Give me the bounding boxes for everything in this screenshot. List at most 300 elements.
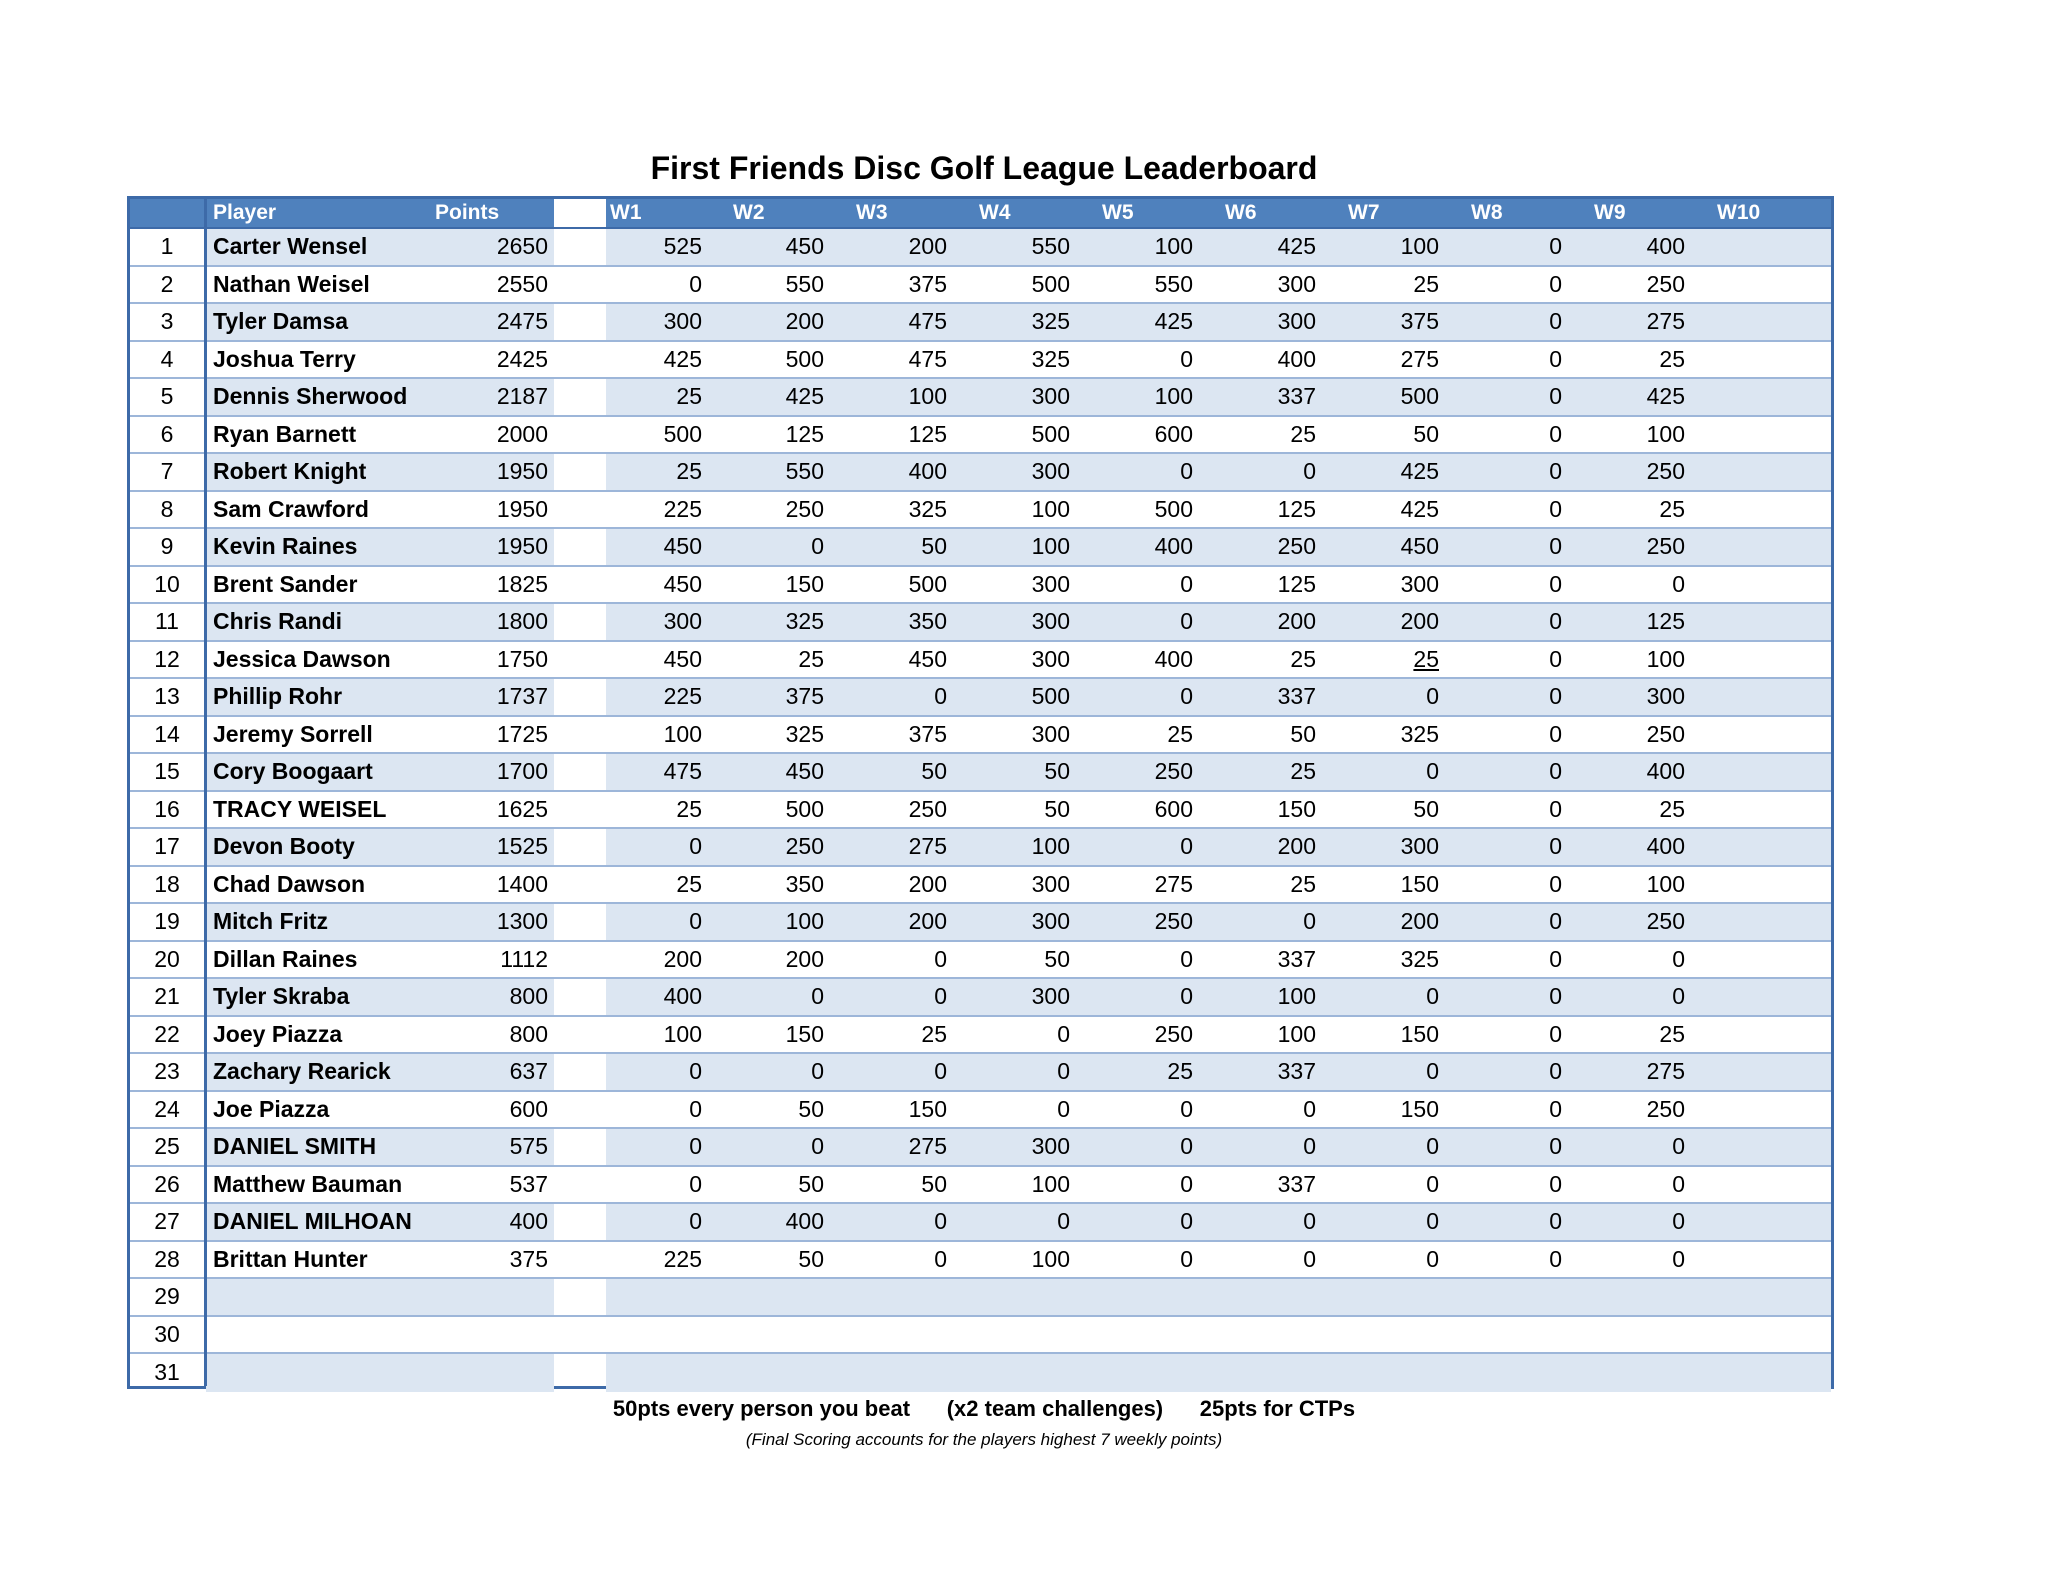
week-1-cell: 225 [663, 1245, 702, 1272]
points-cell: 800 [509, 1020, 548, 1047]
week-7-cell: 0 [1426, 1170, 1439, 1197]
week-2-cell: 500 [785, 345, 824, 372]
week-6-cell: 0 [1303, 1245, 1316, 1272]
table-row [130, 229, 1831, 267]
week-3-cell: 50 [921, 533, 947, 560]
rank-cell: 19 [154, 908, 180, 935]
week-4-cell: 300 [1031, 983, 1070, 1010]
week-3-cell: 0 [934, 1245, 947, 1272]
points-cell: 375 [509, 1245, 548, 1272]
week-3-cell: 0 [934, 945, 947, 972]
rank-cell: 8 [160, 495, 174, 522]
week-5-cell: 550 [1154, 270, 1193, 297]
table-row [130, 492, 1831, 530]
week-4-cell: 50 [1044, 758, 1070, 785]
week-2-cell: 200 [785, 945, 824, 972]
week-8-cell: 0 [1549, 420, 1562, 447]
table-row [130, 454, 1831, 492]
week-8-cell: 0 [1549, 495, 1562, 522]
week-1-cell: 0 [689, 1208, 702, 1235]
week-3-cell: 200 [908, 870, 947, 897]
week-6-cell: 0 [1303, 1208, 1316, 1235]
week-8-cell: 0 [1549, 308, 1562, 335]
week-2-cell: 0 [811, 533, 824, 560]
week-1-cell: 425 [663, 345, 702, 372]
week-4-cell: 100 [1031, 1170, 1070, 1197]
week-9-cell: 25 [1659, 795, 1685, 822]
player-name-cell: DANIEL SMITH [213, 1133, 377, 1160]
week-4-cell: 325 [1031, 345, 1070, 372]
table-row [130, 867, 1831, 905]
week-3-cell: 50 [921, 758, 947, 785]
week-5-cell: 0 [1180, 1095, 1193, 1122]
table-row [130, 904, 1831, 942]
week-7-cell: 0 [1426, 1058, 1439, 1085]
week-3-cell: 100 [908, 383, 947, 410]
scoring-rules: 50pts every person you beat (x2 team challenges) 25pts for CTPs [612, 1396, 1356, 1421]
week-3-cell: 275 [908, 833, 947, 860]
rank-cell: 31 [154, 1359, 180, 1386]
week-8-cell: 0 [1549, 1245, 1562, 1272]
week-5-cell: 25 [1167, 1058, 1193, 1085]
week-9-cell: 425 [1646, 383, 1685, 410]
week-4-cell: 300 [1031, 870, 1070, 897]
week-3-cell: 375 [908, 720, 947, 747]
points-cell: 1950 [496, 533, 548, 560]
header-week-8: W8 [1471, 201, 1503, 224]
points-cell: 2650 [496, 233, 548, 260]
player-name-cell: Matthew Bauman [213, 1170, 403, 1197]
header-week-7: W7 [1348, 201, 1380, 224]
player-name-cell: Chad Dawson [213, 870, 366, 897]
week-9-cell: 0 [1672, 1208, 1685, 1235]
week-7-cell: 275 [1400, 345, 1439, 372]
week-6-cell: 337 [1277, 945, 1316, 972]
week-2-cell: 50 [798, 1170, 824, 1197]
week-6-cell: 200 [1277, 833, 1316, 860]
row-fill-weeks [606, 1279, 1831, 1315]
week-8-cell: 0 [1549, 1020, 1562, 1047]
points-cell [430, 1279, 548, 1315]
week-9-cell: 300 [1646, 683, 1685, 710]
week-4-cell: 0 [1057, 1058, 1070, 1085]
player-name-cell: Kevin Raines [213, 533, 358, 560]
week-1-cell: 400 [663, 983, 702, 1010]
week-3-cell: 450 [908, 645, 947, 672]
player-name-cell: Robert Knight [213, 458, 367, 485]
week-6-cell: 50 [1290, 720, 1316, 747]
player-name-cell: Brittan Hunter [213, 1245, 368, 1272]
week-7-cell: 200 [1400, 908, 1439, 935]
rank-cell: 21 [154, 983, 180, 1010]
header-week-3: W3 [856, 201, 888, 224]
week-7-cell: 0 [1426, 758, 1439, 785]
week-7-cell: 100 [1400, 233, 1439, 260]
rank-cell: 14 [154, 720, 180, 747]
week-6-cell: 0 [1303, 1095, 1316, 1122]
week-7-cell: 25 [1413, 270, 1439, 297]
week-6-cell: 337 [1277, 1058, 1316, 1085]
points-cell: 575 [509, 1133, 548, 1160]
week-7-cell: 50 [1413, 795, 1439, 822]
table-row [130, 717, 1831, 755]
points-cell: 400 [509, 1208, 548, 1235]
week-3-cell: 325 [908, 495, 947, 522]
week-1-cell: 225 [663, 495, 702, 522]
table-row [130, 379, 1831, 417]
week-7-cell: 325 [1400, 720, 1439, 747]
week-4-cell: 300 [1031, 1133, 1070, 1160]
points-cell: 1800 [496, 608, 548, 635]
table-row [130, 267, 1831, 305]
player-name-cell: Mitch Fritz [213, 908, 328, 935]
week-7-cell: 150 [1400, 870, 1439, 897]
week-9-cell: 400 [1646, 758, 1685, 785]
week-5-cell: 100 [1154, 233, 1193, 260]
week-1-cell: 0 [689, 1170, 702, 1197]
rank-cell: 6 [160, 420, 174, 447]
rank-cell: 7 [160, 458, 174, 485]
week-3-cell: 250 [908, 795, 947, 822]
week-1-cell: 475 [663, 758, 702, 785]
player-name-cell: Chris Randi [213, 608, 343, 635]
week-3-cell: 400 [908, 458, 947, 485]
week-9-cell: 0 [1672, 570, 1685, 597]
row-fill-weeks [606, 1354, 1831, 1392]
week-7-cell: 200 [1400, 608, 1439, 635]
points-cell: 2425 [496, 345, 548, 372]
week-9-cell: 25 [1659, 1020, 1685, 1047]
week-9-cell: 250 [1646, 533, 1685, 560]
week-4-cell: 0 [1057, 1208, 1070, 1235]
table-row [130, 754, 1831, 792]
points-cell: 1750 [496, 645, 548, 672]
table-row [130, 1279, 1831, 1317]
week-9-cell: 0 [1672, 1245, 1685, 1272]
table-row [130, 529, 1831, 567]
scoring-note: (Final Scoring accounts for the players highest 7 weekly points) [745, 1430, 1223, 1449]
week-2-cell: 325 [785, 608, 824, 635]
rank-cell: 17 [154, 833, 180, 860]
week-5-cell: 425 [1154, 308, 1193, 335]
week-4-cell: 300 [1031, 570, 1070, 597]
week-5-cell: 0 [1180, 345, 1193, 372]
week-4-cell: 300 [1031, 383, 1070, 410]
rank-cell: 15 [154, 758, 180, 785]
week-8-cell: 0 [1549, 720, 1562, 747]
table-row [130, 1204, 1831, 1242]
week-8-cell: 0 [1549, 908, 1562, 935]
week-5-cell: 0 [1180, 608, 1193, 635]
points-cell: 800 [509, 983, 548, 1010]
rank-divider [204, 199, 207, 1386]
table-row [130, 1242, 1831, 1280]
player-name-cell: DANIEL MILHOAN [213, 1208, 412, 1235]
week-9-cell: 250 [1646, 908, 1685, 935]
week-7-cell: 25 [1413, 645, 1439, 672]
rank-cell: 27 [154, 1208, 180, 1235]
rank-cell: 12 [154, 645, 180, 672]
week-6-cell: 100 [1277, 1020, 1316, 1047]
points-cell: 2187 [496, 383, 548, 410]
week-1-cell: 0 [689, 270, 702, 297]
player-name-cell: Zachary Rearick [213, 1058, 391, 1085]
points-cell: 1300 [496, 908, 548, 935]
player-name-cell: Carter Wensel [213, 233, 368, 260]
week-6-cell: 250 [1277, 533, 1316, 560]
week-4-cell: 300 [1031, 645, 1070, 672]
table-row [130, 304, 1831, 342]
player-name-cell: Devon Booty [213, 833, 355, 860]
week-9-cell: 250 [1646, 720, 1685, 747]
week-8-cell: 0 [1549, 233, 1562, 260]
player-name-cell: Joe Piazza [213, 1095, 330, 1122]
week-4-cell: 300 [1031, 458, 1070, 485]
rank-cell: 3 [160, 308, 174, 335]
points-cell: 2000 [496, 420, 548, 447]
week-2-cell: 150 [785, 1020, 824, 1047]
week-1-cell: 25 [676, 458, 702, 485]
table-row [130, 1167, 1831, 1205]
week-5-cell: 0 [1180, 983, 1193, 1010]
header-points: Points [435, 201, 500, 224]
rank-cell: 9 [160, 533, 174, 560]
week-8-cell: 0 [1549, 683, 1562, 710]
week-7-cell: 0 [1426, 1208, 1439, 1235]
week-4-cell: 50 [1044, 795, 1070, 822]
week-3-cell: 0 [934, 1058, 947, 1085]
week-2-cell: 325 [785, 720, 824, 747]
leaderboard-table [127, 196, 1834, 1389]
week-6-cell: 337 [1277, 1170, 1316, 1197]
week-6-cell: 25 [1290, 420, 1316, 447]
week-1-cell: 25 [676, 795, 702, 822]
week-4-cell: 300 [1031, 608, 1070, 635]
week-2-cell: 250 [785, 495, 824, 522]
week-7-cell: 150 [1400, 1095, 1439, 1122]
week-6-cell: 125 [1277, 570, 1316, 597]
week-9-cell: 0 [1672, 1170, 1685, 1197]
rank-cell: 4 [160, 345, 174, 372]
week-2-cell: 550 [785, 458, 824, 485]
player-name-cell: Joey Piazza [213, 1020, 343, 1047]
week-8-cell: 0 [1549, 645, 1562, 672]
week-8-cell: 0 [1549, 870, 1562, 897]
week-1-cell: 450 [663, 645, 702, 672]
week-2-cell: 375 [785, 683, 824, 710]
week-9-cell: 400 [1646, 833, 1685, 860]
rank-cell: 26 [154, 1170, 180, 1197]
points-cell: 537 [509, 1170, 548, 1197]
week-6-cell: 25 [1290, 645, 1316, 672]
week-9-cell: 0 [1672, 983, 1685, 1010]
week-9-cell: 25 [1659, 495, 1685, 522]
week-1-cell: 25 [676, 870, 702, 897]
week-7-cell: 425 [1400, 495, 1439, 522]
week-9-cell: 250 [1646, 270, 1685, 297]
week-2-cell: 500 [785, 795, 824, 822]
table-row [130, 1017, 1831, 1055]
points-cell [430, 1317, 548, 1353]
week-6-cell: 0 [1303, 908, 1316, 935]
week-3-cell: 50 [921, 1170, 947, 1197]
points-cell: 1725 [496, 720, 548, 747]
week-2-cell: 0 [811, 983, 824, 1010]
week-4-cell: 500 [1031, 270, 1070, 297]
week-6-cell: 337 [1277, 683, 1316, 710]
week-4-cell: 325 [1031, 308, 1070, 335]
week-1-cell: 300 [663, 608, 702, 635]
table-row [130, 342, 1831, 380]
player-name-cell: Dennis Sherwood [213, 383, 408, 410]
week-8-cell: 0 [1549, 383, 1562, 410]
week-8-cell: 0 [1549, 833, 1562, 860]
week-8-cell: 0 [1549, 345, 1562, 372]
week-6-cell: 25 [1290, 758, 1316, 785]
points-cell: 1950 [496, 495, 548, 522]
header-week-6: W6 [1225, 201, 1257, 224]
week-8-cell: 0 [1549, 608, 1562, 635]
week-6-cell: 0 [1303, 1133, 1316, 1160]
week-5-cell: 400 [1154, 533, 1193, 560]
week-2-cell: 400 [785, 1208, 824, 1235]
points-cell: 1400 [496, 870, 548, 897]
week-7-cell: 150 [1400, 1020, 1439, 1047]
week-1-cell: 450 [663, 570, 702, 597]
table-row [130, 679, 1831, 717]
week-7-cell: 500 [1400, 383, 1439, 410]
week-2-cell: 150 [785, 570, 824, 597]
week-5-cell: 250 [1154, 758, 1193, 785]
table-row [130, 792, 1831, 830]
week-3-cell: 200 [908, 908, 947, 935]
week-8-cell: 0 [1549, 1095, 1562, 1122]
week-2-cell: 0 [811, 1058, 824, 1085]
week-6-cell: 0 [1303, 458, 1316, 485]
points-cell: 2475 [496, 308, 548, 335]
rank-cell: 25 [154, 1133, 180, 1160]
week-5-cell: 0 [1180, 570, 1193, 597]
week-2-cell: 450 [785, 233, 824, 260]
rank-cell: 10 [154, 570, 180, 597]
points-cell: 1825 [496, 570, 548, 597]
row-fill-weeks [606, 1317, 1831, 1353]
week-4-cell: 300 [1031, 720, 1070, 747]
week-9-cell: 100 [1646, 420, 1685, 447]
table-row [130, 604, 1831, 642]
week-1-cell: 0 [689, 1133, 702, 1160]
header-week-2: W2 [733, 201, 765, 224]
table-row [130, 642, 1831, 680]
week-3-cell: 125 [908, 420, 947, 447]
week-5-cell: 0 [1180, 683, 1193, 710]
header-row [130, 199, 1831, 229]
rank-cell: 23 [154, 1058, 180, 1085]
player-name-cell: Jessica Dawson [213, 645, 391, 672]
week-3-cell: 475 [908, 308, 947, 335]
week-8-cell: 0 [1549, 983, 1562, 1010]
week-9-cell: 25 [1659, 345, 1685, 372]
points-cell: 1700 [496, 758, 548, 785]
week-3-cell: 0 [934, 1208, 947, 1235]
player-name-cell: Nathan Weisel [213, 270, 370, 297]
header-week-10: W10 [1717, 201, 1761, 224]
week-1-cell: 25 [676, 383, 702, 410]
week-9-cell: 250 [1646, 458, 1685, 485]
week-8-cell: 0 [1549, 945, 1562, 972]
week-8-cell: 0 [1549, 458, 1562, 485]
week-2-cell: 450 [785, 758, 824, 785]
week-3-cell: 200 [908, 233, 947, 260]
week-7-cell: 0 [1426, 683, 1439, 710]
week-3-cell: 350 [908, 608, 947, 635]
player-name-cell: Cory Boogaart [213, 758, 373, 785]
week-9-cell: 100 [1646, 870, 1685, 897]
week-9-cell: 400 [1646, 233, 1685, 260]
table-row [130, 829, 1831, 867]
week-4-cell: 0 [1057, 1020, 1070, 1047]
week-9-cell: 275 [1646, 308, 1685, 335]
week-8-cell: 0 [1549, 1133, 1562, 1160]
week-6-cell: 300 [1277, 270, 1316, 297]
player-name-cell: Phillip Rohr [213, 683, 343, 710]
week-9-cell: 125 [1646, 608, 1685, 635]
rank-cell: 16 [154, 795, 180, 822]
week-8-cell: 0 [1549, 570, 1562, 597]
week-1-cell: 0 [689, 908, 702, 935]
week-2-cell: 50 [798, 1095, 824, 1122]
week-5-cell: 100 [1154, 383, 1193, 410]
week-7-cell: 300 [1400, 570, 1439, 597]
points-cell: 1737 [496, 683, 548, 710]
week-2-cell: 0 [811, 1133, 824, 1160]
week-4-cell: 50 [1044, 945, 1070, 972]
header-week-5: W5 [1102, 201, 1134, 224]
week-1-cell: 0 [689, 1058, 702, 1085]
week-5-cell: 250 [1154, 908, 1193, 935]
week-2-cell: 550 [785, 270, 824, 297]
week-7-cell: 375 [1400, 308, 1439, 335]
rank-cell: 29 [154, 1283, 180, 1310]
player-name-cell: TRACY WEISEL [213, 795, 387, 822]
rank-cell: 22 [154, 1020, 180, 1047]
week-8-cell: 0 [1549, 1058, 1562, 1085]
header-gap [554, 199, 606, 227]
week-3-cell: 500 [908, 570, 947, 597]
week-4-cell: 500 [1031, 683, 1070, 710]
points-cell: 1525 [496, 833, 548, 860]
points-cell [430, 1354, 548, 1392]
week-5-cell: 0 [1180, 945, 1193, 972]
week-9-cell: 0 [1672, 945, 1685, 972]
rank-cell: 5 [160, 383, 174, 410]
week-3-cell: 150 [908, 1095, 947, 1122]
rank-cell: 2 [160, 270, 174, 297]
week-1-cell: 450 [663, 533, 702, 560]
points-cell: 2550 [496, 270, 548, 297]
header-week-4: W4 [979, 201, 1011, 224]
player-name-cell: Brent Sander [213, 570, 358, 597]
week-8-cell: 0 [1549, 795, 1562, 822]
week-6-cell: 150 [1277, 795, 1316, 822]
rank-cell: 13 [154, 683, 180, 710]
rank-cell: 20 [154, 945, 180, 972]
rank-cell: 30 [154, 1320, 180, 1347]
points-cell: 637 [509, 1058, 548, 1085]
table-row [130, 1129, 1831, 1167]
points-cell: 1950 [496, 458, 548, 485]
week-7-cell: 425 [1400, 458, 1439, 485]
